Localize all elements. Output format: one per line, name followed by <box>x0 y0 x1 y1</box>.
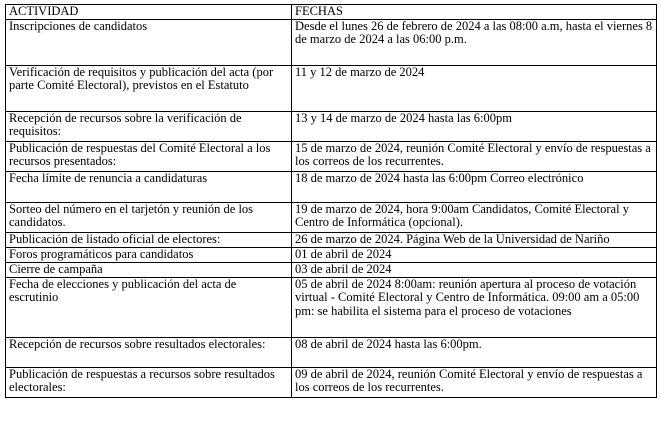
table-row <box>6 202 657 232</box>
schedule-table <box>5 4 657 398</box>
table-row <box>6 247 657 262</box>
table-row <box>6 262 657 277</box>
table-row <box>6 232 657 247</box>
table-row <box>6 337 657 367</box>
cell-fechas: 01 de abril de 2024 <box>292 247 657 262</box>
cell-fechas: 15 de marzo de 2024, reunión Comité Electoral y envío de respuestas a los correos de los recurrentes. <box>292 141 657 171</box>
cell-actividad: Publicación de listado oficial de electores: <box>6 232 292 247</box>
cell-fechas: 18 de marzo de 2024 hasta las 6:00pm Correo electrónico <box>292 171 657 202</box>
cell-fechas: 11 y 12 de marzo de 2024 <box>292 65 657 111</box>
cell-actividad: Fecha límite de renuncia a candidaturas <box>6 171 292 202</box>
cell-actividad: Verificación de requisitos y publicación del acta (por parte Comité Electoral), previstos en el Estatuto <box>6 65 292 111</box>
table-header-row <box>6 5 657 20</box>
cell-actividad: Cierre de campaña <box>6 262 292 277</box>
cell-actividad: Sorteo del número en el tarjetón y reunión de los candidatos. <box>6 202 292 232</box>
header-actividad: ACTIVIDAD <box>6 5 292 20</box>
cell-actividad: Publicación de respuestas del Comité Electoral a los recursos presentados: <box>6 141 292 171</box>
cell-fechas: Desde el lunes 26 de febrero de 2024 a las 08:00 a.m, hasta el viernes 8 de marzo de 2024 a las 06:00 p.m. <box>292 19 657 65</box>
table-row <box>6 367 657 397</box>
cell-actividad: Fecha de elecciones y publicación del acta de escrutinio <box>6 277 292 337</box>
cell-fechas: 26 de marzo de 2024. Página Web de la Universidad de Nariño <box>292 232 657 247</box>
table-row <box>6 277 657 337</box>
table-row <box>6 171 657 202</box>
table-row <box>6 65 657 111</box>
cell-fechas: 19 de marzo de 2024, hora 9:00am Candidatos, Comité Electoral y Centro de Informática (opcional). <box>292 202 657 232</box>
header-fechas: FECHAS <box>292 5 657 20</box>
cell-fechas: 08 de abril de 2024 hasta las 6:00pm. <box>292 337 657 367</box>
cell-actividad: Recepción de recursos sobre resultados electorales: <box>6 337 292 367</box>
cell-fechas: 09 de abril de 2024, reunión Comité Electoral y envío de respuestas a los correos de los recurrentes. <box>292 367 657 397</box>
cell-actividad: Recepción de recursos sobre la verificación de requisitos: <box>6 111 292 141</box>
cell-fechas: 13 y 14 de marzo de 2024 hasta las 6:00pm <box>292 111 657 141</box>
table-row <box>6 141 657 171</box>
cell-actividad: Inscripciones de candidatos <box>6 19 292 65</box>
table-row <box>6 19 657 65</box>
cell-actividad: Foros programáticos para candidatos <box>6 247 292 262</box>
cell-fechas: 05 de abril de 2024 8:00am: reunión apertura al proceso de votación virtual - Comité Electoral y Centro de Informática. 09:00 am a 05:00 pm: se habilita el sistema para el proceso de votaciones <box>292 277 657 337</box>
table-row <box>6 111 657 141</box>
cell-fechas: 03 de abril de 2024 <box>292 262 657 277</box>
cell-actividad: Publicación de respuestas a recursos sobre resultados electorales: <box>6 367 292 397</box>
